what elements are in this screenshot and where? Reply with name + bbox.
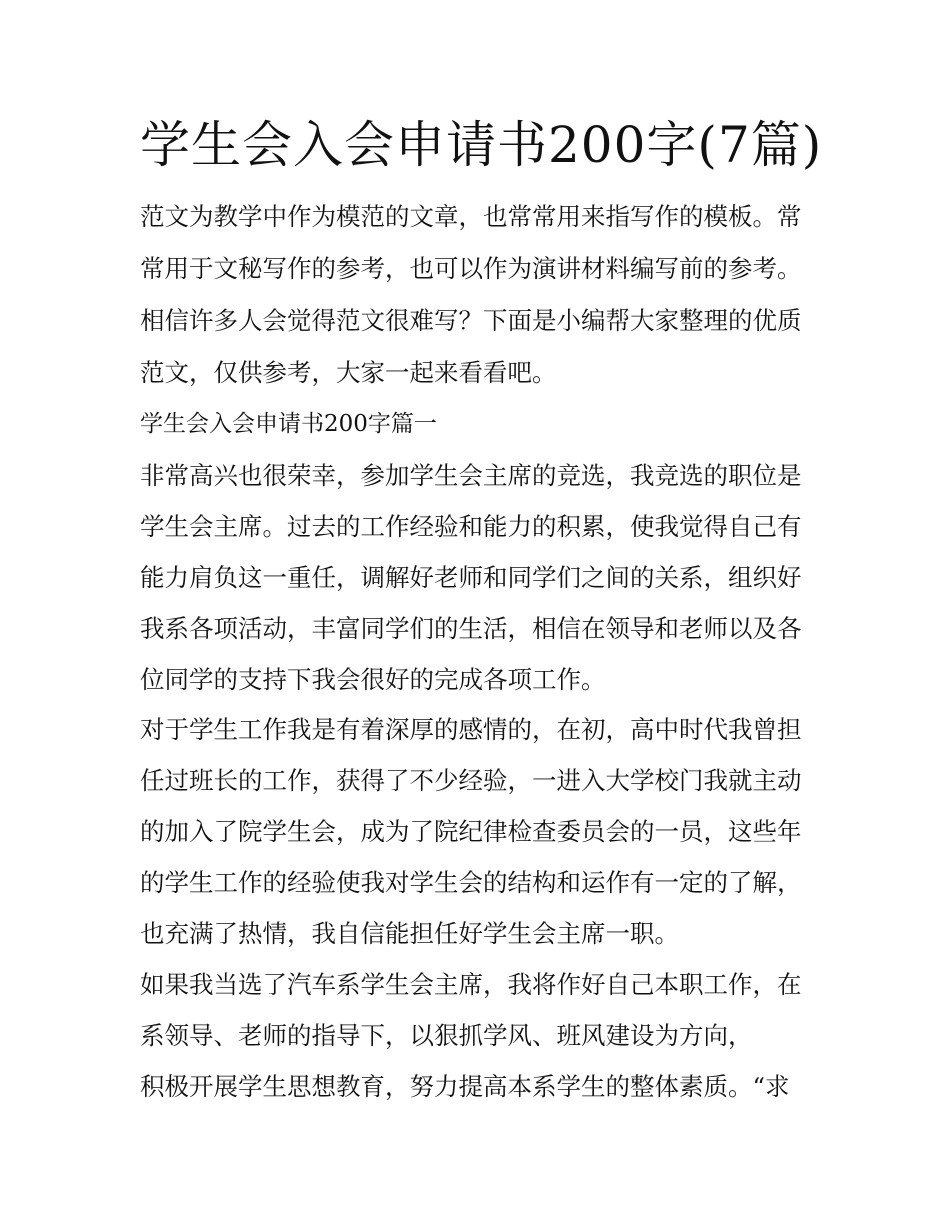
paragraph-line: 位同学的支持下我会很好的完成各项工作。 — [140, 665, 606, 694]
paragraph-line: 学生会主席。过去的工作经验和能力的积累，使我觉得自己有 — [140, 512, 802, 541]
intro-line: 范文，仅供参考，大家一起来看看吧。 — [140, 358, 557, 387]
paragraph-line: 任过班长的工作，获得了不少经验，一进入大学校门我就主动 — [140, 766, 802, 795]
paragraph-line: 能力肩负这一重任，调解好老师和同学们之间的关系，组织好 — [140, 563, 802, 592]
paragraph-line: 对于学生工作我是有着深厚的感情的，在初，高中时代我曾担 — [140, 715, 802, 744]
paragraph-line: 的加入了院学生会，成为了院纪律检查委员会的一员，这些年 — [140, 817, 802, 846]
intro-line: 范文为教学中作为模范的文章，也常常用来指写作的模板。常 — [140, 202, 802, 231]
paragraph-line: 我系各项活动，丰富同学们的生活，相信在领导和老师以及各 — [140, 614, 802, 643]
paragraph-line: 非常高兴也很荣幸，参加学生会主席的竞选，我竞选的职位是 — [140, 461, 802, 490]
paragraph-line: 也充满了热情，我自信能担任好学生会主席一职。 — [140, 919, 679, 948]
section-heading: 学生会入会申请书200字篇一 — [140, 411, 437, 437]
document-title: 学生会入会申请书200字(7篇) — [140, 116, 823, 174]
paragraph-line: 积极开展学生思想教育，努力提高本系学生的整体素质。“求 — [140, 1072, 790, 1101]
paragraph-line: 如果我当选了汽车系学生会主席，我将作好自己本职工作，在 — [140, 970, 802, 999]
paragraph-line: 的学生工作的经验使我对学生会的结构和运作有一定的了解， — [140, 868, 802, 897]
intro-line: 相信许多人会觉得范文很难写？下面是小编帮大家整理的优质 — [140, 306, 802, 335]
paragraph-line: 系领导、老师的指导下，以狠抓学风、班风建设为方向， — [140, 1021, 753, 1050]
intro-line: 常用于文秘写作的参考，也可以作为演讲材料编写前的参考。 — [140, 254, 802, 283]
